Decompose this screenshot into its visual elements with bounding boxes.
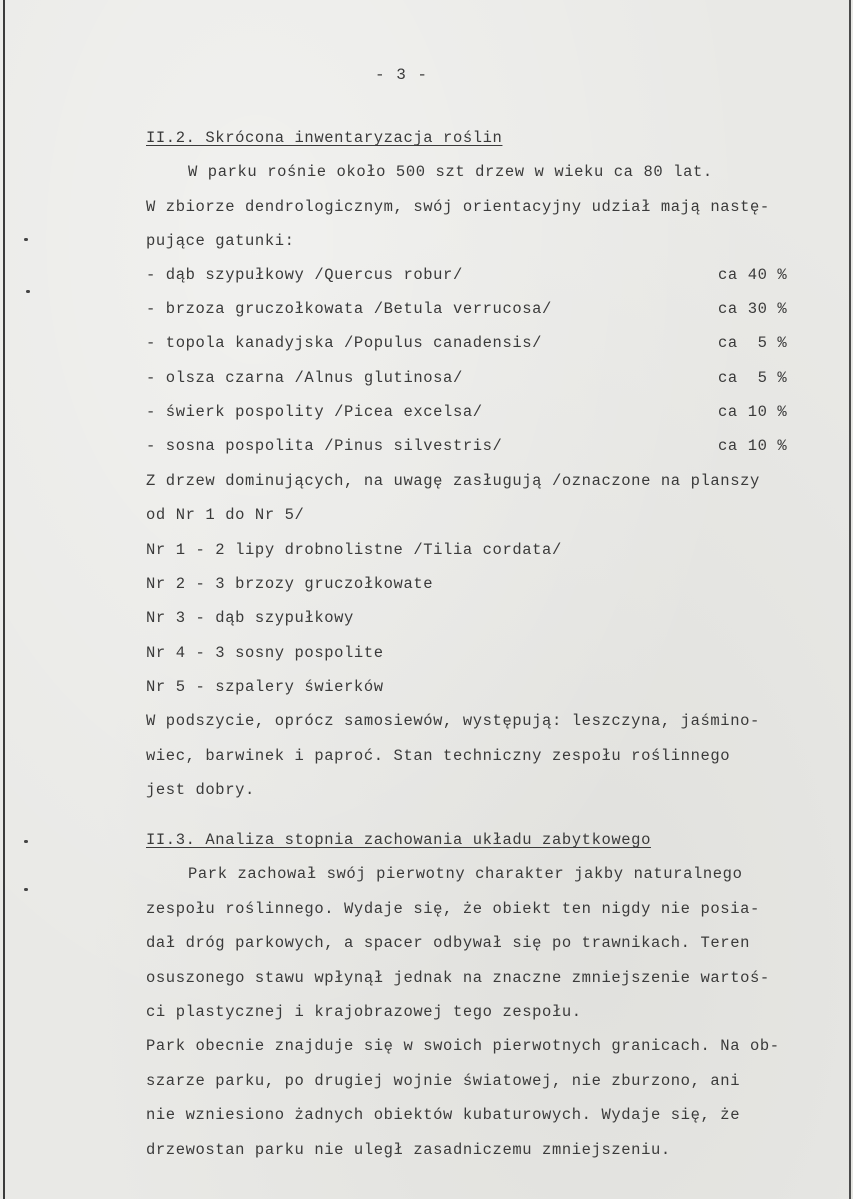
scan-speck xyxy=(26,290,30,293)
paragraph-line: Nr 5 - szpalery świerków xyxy=(146,678,384,696)
scan-speck xyxy=(24,840,28,843)
species-name: - olsza czarna /Alnus glutinosa/ xyxy=(146,369,463,387)
paragraph-line: W parku rośnie około 500 szt drzew w wieku ca 80 lat. xyxy=(188,163,713,181)
species-share: ca 10 % xyxy=(718,403,788,421)
paragraph-line: od Nr 1 do Nr 5/ xyxy=(146,506,305,524)
page-number: - 3 - xyxy=(375,66,429,84)
paragraph-line: Nr 2 - 3 brzozy gruczołkowate xyxy=(146,575,434,593)
scan-speck xyxy=(24,888,28,891)
species-name: - topola kanadyjska /Populus canadensis/ xyxy=(146,334,543,352)
paragraph-line: zespołu roślinnego. Wydaje się, że obiekt ten nigdy nie posia- xyxy=(146,900,760,918)
section-heading: II.3. Analiza stopnia zachowania układu zabytkowego xyxy=(146,831,651,849)
species-name: - brzoza gruczołkowata /Betula verrucosa/ xyxy=(146,300,552,318)
species-share: ca 5 % xyxy=(718,334,788,352)
paragraph-line: Z drzew dominujących, na uwagę zasługują /oznaczone na planszy xyxy=(146,472,760,490)
paragraph-line: wiec, barwinek i paproć. Stan techniczny zespołu roślinnego xyxy=(146,747,731,765)
paragraph-line: Nr 3 - dąb szypułkowy xyxy=(146,609,354,627)
species-name: - dąb szypułkowy /Quercus robur/ xyxy=(146,266,463,284)
paragraph-line: Nr 1 - 2 lipy drobnolistne /Tilia cordata/ xyxy=(146,541,562,559)
paragraph-line: jest dobry. xyxy=(146,781,255,799)
paragraph-line: Nr 4 - 3 sosny pospolite xyxy=(146,644,384,662)
section-heading: II.2. Skrócona inwentaryzacja roślin xyxy=(146,129,503,147)
paragraph-line: dał dróg parkowych, a spacer odbywał się po trawnikach. Teren xyxy=(146,934,750,952)
paragraph-line: Park obecnie znajduje się w swoich pierwotnych granicach. Na ob- xyxy=(146,1037,780,1055)
paragraph-line: ci plastycznej i krajobrazowej tego zespołu. xyxy=(146,1003,582,1021)
paragraph-line: drzewostan parku nie uległ zasadniczemu zmniejszeniu. xyxy=(146,1141,671,1159)
species-share: ca 5 % xyxy=(718,369,788,387)
species-name: - sosna pospolita /Pinus silvestris/ xyxy=(146,437,503,455)
scan-border-left xyxy=(3,0,5,1199)
paragraph-line: W podszycie, oprócz samosiewów, występują: leszczyna, jaśmino- xyxy=(146,712,760,730)
paragraph-line: pujące gatunki: xyxy=(146,232,295,250)
species-share: ca 10 % xyxy=(718,437,788,455)
paragraph-line: osuszonego stawu wpłynął jednak na znaczne zmniejszenie wartoś- xyxy=(146,969,770,987)
paragraph-line: W zbiorze dendrologicznym, swój orientacyjny udział mają nastę- xyxy=(146,198,770,216)
species-share: ca 30 % xyxy=(718,300,788,318)
species-name: - świerk pospolity /Picea excelsa/ xyxy=(146,403,483,421)
scan-speck xyxy=(24,238,28,241)
paragraph-line: Park zachował swój pierwotny charakter jakby naturalnego xyxy=(188,865,743,883)
species-share: ca 40 % xyxy=(718,266,788,284)
paragraph-line: nie wzniesiono żadnych obiektów kubaturowych. Wydaje się, że xyxy=(146,1106,741,1124)
paragraph-line: szarze parku, po drugiej wojnie światowej, nie zburzono, ani xyxy=(146,1072,741,1090)
scan-border-right xyxy=(849,0,851,1199)
